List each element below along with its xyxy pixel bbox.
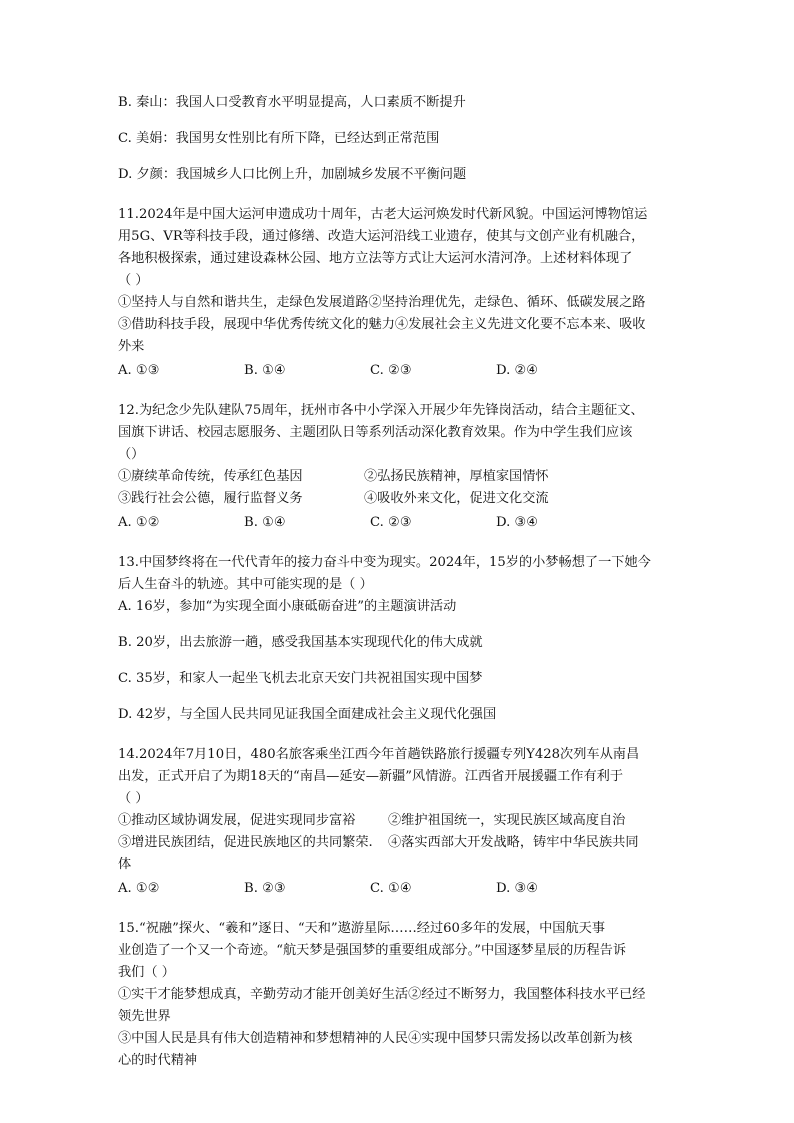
q14-option-d: D. ③④: [496, 881, 539, 896]
q14-item-1: ①推动区域协调发展，促进实现同步富裕: [118, 813, 356, 828]
q14-stem-line: （ ）: [118, 791, 149, 806]
q12-stem-line: （）: [118, 447, 145, 462]
q11-item-line: ③借助科技手段，展现中华优秀传统文化的魅力④发展社会主义先进文化要不忘本来、吸收: [118, 317, 646, 332]
q15-item-line: ③中国人民是具有伟大创造精神和梦想精神的人民④实现中国梦只需发扬以改革创新为核: [118, 1031, 633, 1046]
q11-option-b: B. ①④: [244, 363, 286, 378]
q14-stem-line: 出发，正式开启了为期18天的“南昌—延安—新疆”风情游。江西省开展援疆工作有利于: [118, 769, 624, 784]
q12-option-c: C. ②③: [370, 515, 412, 530]
q14-stem-line: 14.2024年7月10日，480名旅客乘坐江西今年首趟铁路旅行援疆专列Y428次列车从南昌: [118, 747, 640, 762]
q14-item-4: ④落实西部大开发战略，铸牢中华民族共同: [388, 835, 639, 850]
q11-option-a: A. ①③: [118, 363, 160, 378]
q12-item-1: ①赓续革命传统，传承红色基因: [118, 469, 303, 484]
q11-options: [118, 360, 684, 382]
q12-item-row: [118, 488, 684, 510]
q15-stem-line: 业创造了一个又一个奇迹。“航天梦是强国梦的重要组成部分。”中国逐梦星辰的历程告诉: [118, 943, 627, 958]
q12-stem-line: 国旗下讲话、校园志愿服务、主题团队日等系列活动深化教育效果。作为中学生我们应该: [118, 425, 633, 440]
exam-page: [118, 92, 684, 1072]
q15-stem-line: 15.“祝融”探火、“羲和”逐日、“天和”遨游星际……经过60多年的发展，中国航天事: [118, 921, 606, 936]
q14-options: [118, 878, 684, 900]
q10-option-d: D. 夕颜：我国城乡人口比例上升，加剧城乡发展不平衡问题: [118, 167, 467, 182]
question-12: [118, 400, 684, 534]
q13-option-d: D. 42岁，与全国人民共同见证我国全面建成社会主义现代化强国: [118, 707, 497, 722]
q14-option-a: A. ①②: [118, 881, 160, 896]
q12-option-d: D. ③④: [496, 515, 539, 530]
q11-item-line: 外来: [118, 339, 145, 354]
q13-stem-line: 后人生奋斗的轨迹。其中可能实现的是（ ）: [118, 577, 373, 592]
q12-option-b: B. ①④: [244, 515, 286, 530]
q12-option-a: A. ①②: [118, 515, 160, 530]
q14-item-row: [118, 810, 684, 832]
q14-option-c: C. ①④: [370, 881, 412, 896]
q14-item-2: ②维护祖国统一，实现民族区域高度自治: [388, 813, 626, 828]
q12-options: [118, 512, 684, 534]
q12-item-3: ③践行社会公德，履行监督义务: [118, 491, 303, 506]
q14-option-b: B. ②③: [244, 881, 286, 896]
q11-stem-line: 各地积极探索，通过建设森林公园、地方立法等方式让大运河水清河净。上述材料体现了: [118, 251, 633, 266]
q12-item-4: ④吸收外来文化，促进文化交流: [364, 491, 549, 506]
q15-item-line: 心的时代精神: [118, 1053, 198, 1068]
q11-item-line: ①坚持人与自然和谐共生，走绿色发展道路②坚持治理优先，走绿色、循环、低碳发展之路: [118, 295, 646, 310]
q15-item-line: ①实干才能梦想成真，辛勤劳动才能开创美好生活②经过不断努力，我国整体科技水平已经: [118, 987, 646, 1002]
q10-option-b: B. 秦山：我国人口受教育水平明显提高，人口素质不断提升: [118, 95, 466, 110]
q14-item-3: ③增进民族团结，促进民族地区的共同繁荣.: [118, 835, 373, 850]
question-11: [118, 204, 684, 382]
q11-stem-line: 11.2024年是中国大运河申遗成功十周年，古老大运河焕发时代新风貌。中国运河博物馆运: [118, 207, 648, 222]
q11-option-c: C. ②③: [370, 363, 412, 378]
q14-item-row: [118, 832, 684, 854]
question-15: [118, 918, 684, 1072]
q12-stem-line: 12.为纪念少先队建队75周年，抚州市各中小学深入开展少年先锋岗活动，结合主题征文、: [118, 403, 644, 418]
q14-item-tail: 体: [118, 857, 132, 872]
q13-option-c: C. 35岁，和家人一起坐飞机去北京天安门共祝祖国实现中国梦: [118, 671, 483, 686]
q13-option-b: B. 20岁，出去旅游一趟，感受我国基本实现现代化的伟大成就: [118, 635, 483, 650]
question-13: [118, 552, 684, 726]
q11-stem-line: 用5G、VR等科技手段，通过修缮、改造大运河沿线工业遗存，使其与文创产业有机融合，: [118, 229, 645, 244]
q10-option-c: C. 美娟：我国男女性别比有所下降，已经达到正常范围: [118, 131, 440, 146]
q13-option-a: A. 16岁，参加“为实现全面小康砥砺奋进”的主题演讲活动: [118, 599, 457, 614]
question-14: [118, 744, 684, 900]
q11-option-d: D. ②④: [496, 363, 539, 378]
q15-stem-line: 我们（ ）: [118, 965, 175, 980]
q12-item-2: ②弘扬民族精神，厚植家国情怀: [364, 469, 549, 484]
q13-stem-line: 13.中国梦终将在一代代青年的接力奋斗中变为现实。2024年，15岁的小梦畅想了一下她今: [118, 555, 651, 570]
q11-stem-line: （ ）: [118, 273, 149, 288]
q12-item-row: [118, 466, 684, 488]
q15-item-line: 领先世界: [118, 1009, 171, 1024]
